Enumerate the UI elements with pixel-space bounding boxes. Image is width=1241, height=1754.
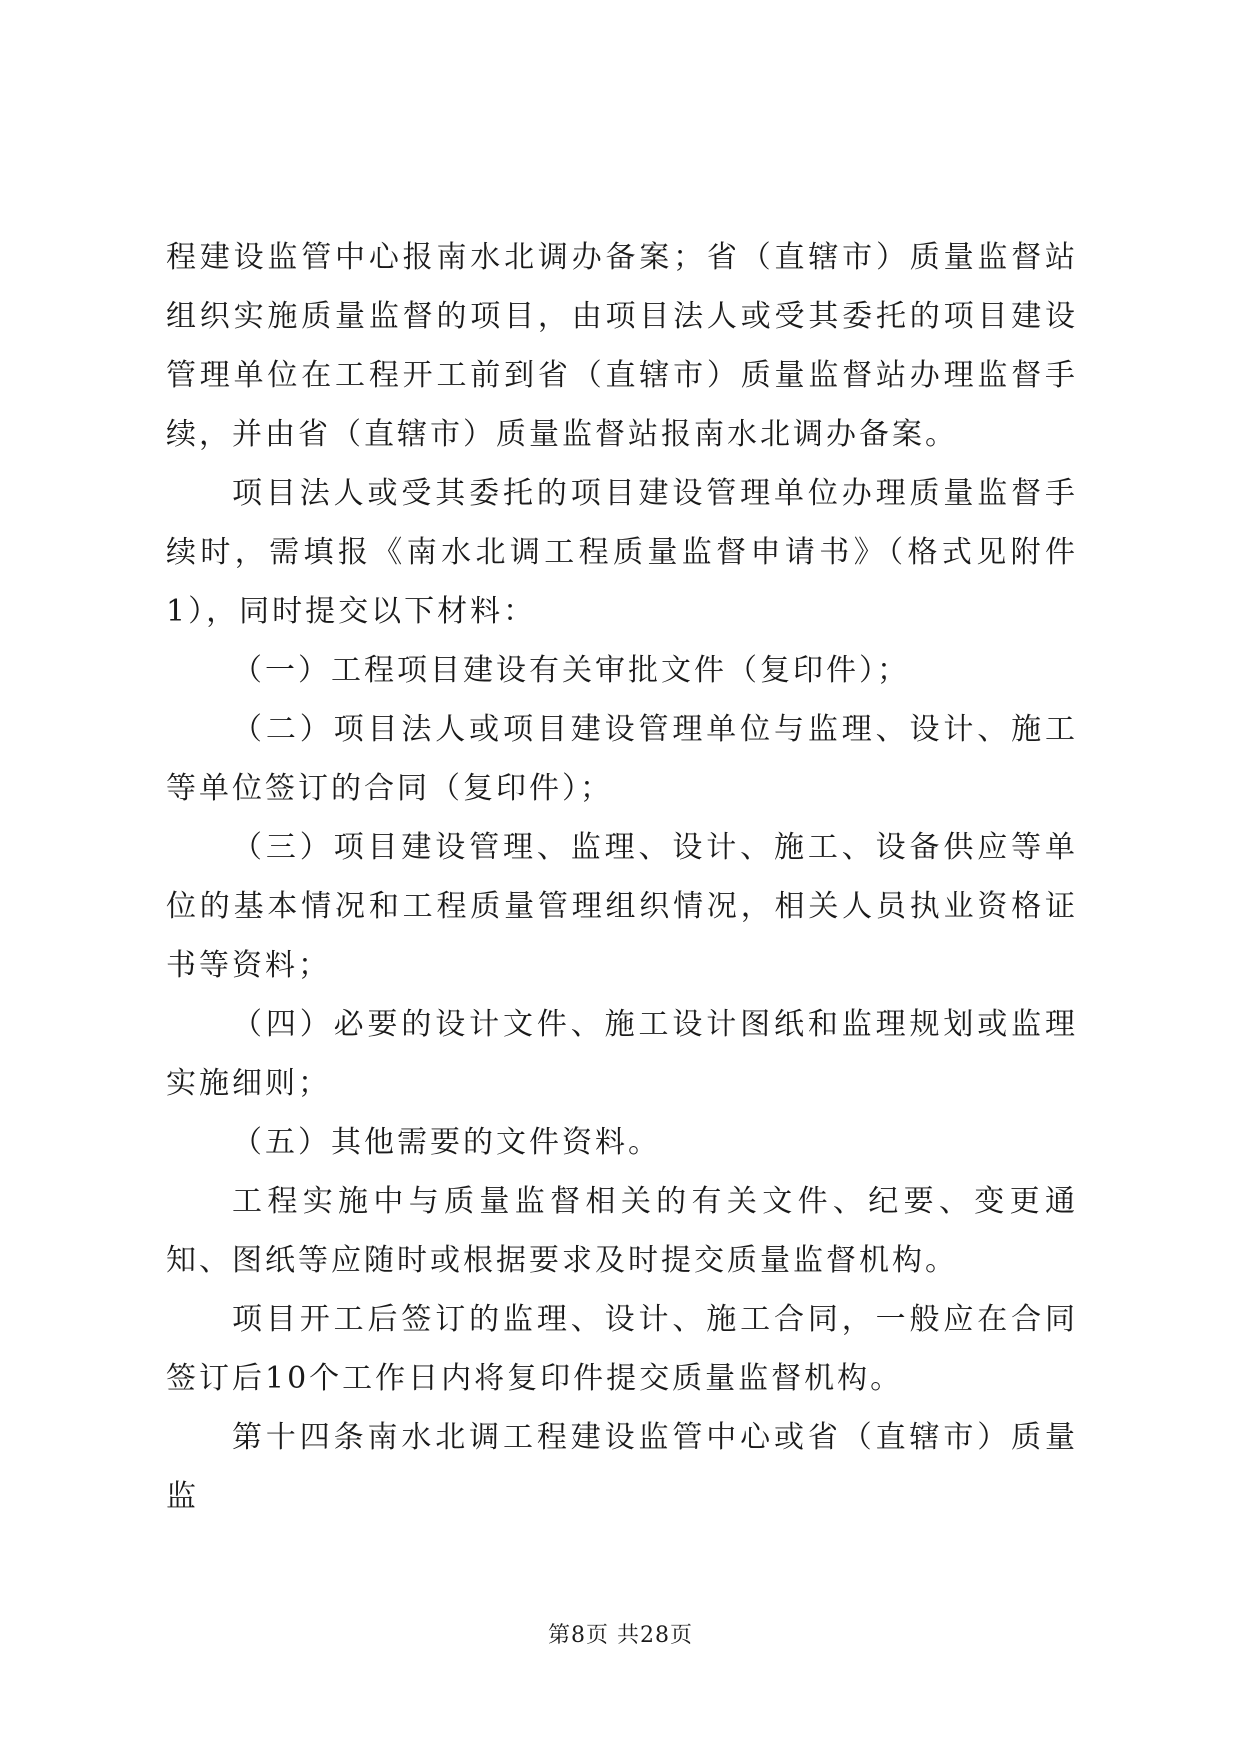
paragraph-submission: 工程实施中与质量监督相关的有关文件、纪要、变更通知、图纸等应随时或根据要求及时提交质量监督机构。	[166, 1184, 1078, 1278]
list-item-5: （五）其他需要的文件资料。	[232, 1125, 661, 1160]
list-item-2: （二）项目法人或项目建设管理单位与监理、设计、施工等单位签订的合同（复印件）；	[166, 712, 1078, 806]
document-body	[166, 228, 1078, 1526]
list-item-4: （四）必要的设计文件、施工设计图纸和监理规划或监理实施细则；	[166, 1007, 1078, 1101]
paragraph-contracts: 项目开工后签订的监理、设计、施工合同，一般应在合同签订后10个工作日内将复印件提交质量监督机构。	[166, 1302, 1078, 1396]
paragraph-application: 项目法人或受其委托的项目建设管理单位办理质量监督手续时，需填报《南水北调工程质量监督申请书》（格式见附件1），同时提交以下材料：	[166, 476, 1078, 629]
list-item-1: （一）工程项目建设有关审批文件（复印件）；	[232, 653, 910, 688]
list-item-3: （三）项目建设管理、监理、设计、施工、设备供应等单位的基本情况和工程质量管理组织情况，相关人员执业资格证书等资料；	[166, 830, 1078, 983]
paragraph-continuation: 程建设监管中心报南水北调办备案；省（直辖市）质量监督站组织实施质量监督的项目，由项目法人或受其委托的项目建设管理单位在工程开工前到省（直辖市）质量监督站办理监督手续，并由省（直辖市）质量监督站报南水北调办备案。	[166, 240, 1078, 452]
page-number-footer: 第8页 共28页	[548, 1623, 693, 1648]
paragraph-article-14: 第十四条南水北调工程建设监管中心或省（直辖市）质量监	[166, 1420, 1078, 1514]
